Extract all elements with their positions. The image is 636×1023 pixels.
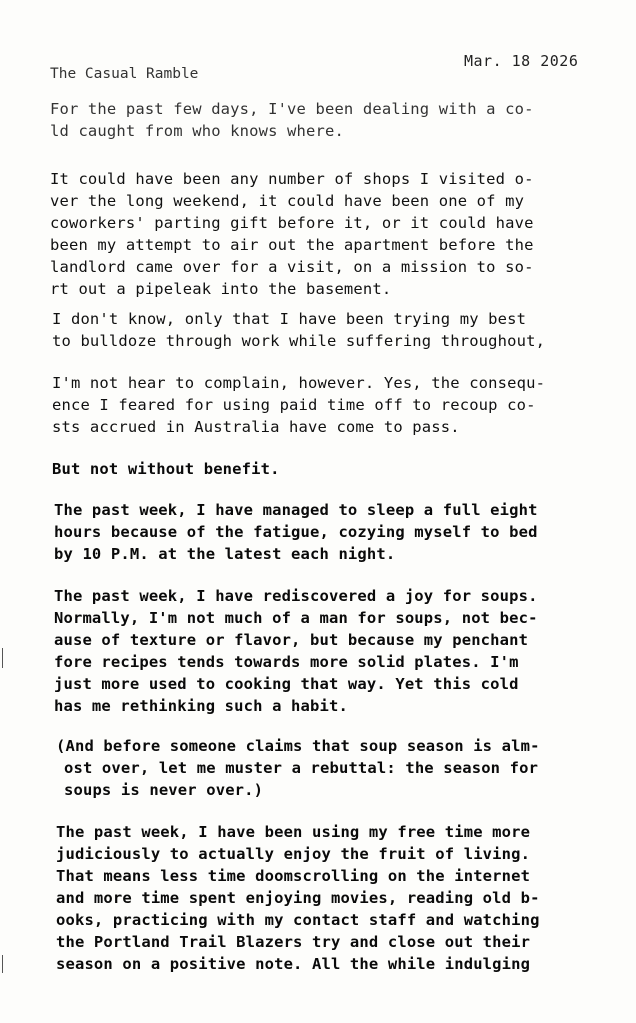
text-line: the Portland Trail Blazers try and close out their [56, 933, 531, 951]
text-line: soups is never over.) [64, 781, 264, 799]
text-line: Normally, I'm not much of a man for soups, not bec- [54, 609, 538, 627]
margin-mark [2, 955, 9, 973]
text-line: ence I feared for using paid time off to recoup co- [52, 396, 536, 414]
text-line: For the past few days, I've been dealing with a co- [50, 100, 534, 118]
text-line: judiciously to actually enjoy the fruit of living. [56, 845, 531, 863]
text-line: sts accrued in Australia have come to pass. [52, 418, 460, 436]
document-title: The Casual Ramble [50, 66, 199, 82]
text-line: But not without benefit. [52, 460, 280, 478]
text-line: coworkers' parting gift before it, or it could have [50, 214, 534, 232]
text-line: has me rethinking such a habit. [54, 697, 348, 715]
text-line: ause of texture or flavor, but because my penchant [54, 631, 529, 649]
text-line: That means less time doomscrolling on the internet [56, 867, 531, 885]
text-line: ld caught from who knows where. [50, 122, 344, 140]
text-line: The past week, I have rediscovered a joy for soups. [54, 587, 538, 605]
document-date: Mar. 18 2026 [464, 52, 579, 70]
text-line: rt out a pipeleak into the basement. [50, 280, 392, 298]
text-line: landlord came over for a visit, on a mission to so- [50, 258, 534, 276]
text-line: fore recipes tends towards more solid plates. I'm [54, 653, 519, 671]
text-line: by 10 P.M. at the latest each night. [54, 545, 396, 563]
text-line: (And before someone claims that soup season is alm- [56, 737, 540, 755]
text-line: and more time spent enjoying movies, reading old b- [56, 889, 540, 907]
text-line: hours because of the fatigue, cozying myself to bed [54, 523, 538, 541]
text-line: just more used to cooking that way. Yet this cold [54, 675, 519, 693]
text-line: ost over, let me muster a rebuttal: the season for [64, 759, 539, 777]
text-line: ooks, practicing with my contact staff and watching [56, 911, 540, 929]
text-line: ver the long weekend, it could have been one of my [50, 192, 525, 210]
text-line: I'm not hear to complain, however. Yes, the consequ- [52, 374, 546, 392]
text-line: It could have been any number of shops I visited o- [50, 170, 534, 188]
text-line: The past week, I have been using my free time more [56, 823, 531, 841]
text-line: been my attempt to air out the apartment before the [50, 236, 534, 254]
text-line: to bulldoze through work while suffering throughout, [52, 332, 546, 350]
text-line: I don't know, only that I have been trying my best [52, 310, 527, 328]
text-line: season on a positive note. All the while indulging [56, 955, 531, 973]
margin-mark [2, 648, 9, 668]
text-line: The past week, I have managed to sleep a full eight [54, 501, 538, 519]
